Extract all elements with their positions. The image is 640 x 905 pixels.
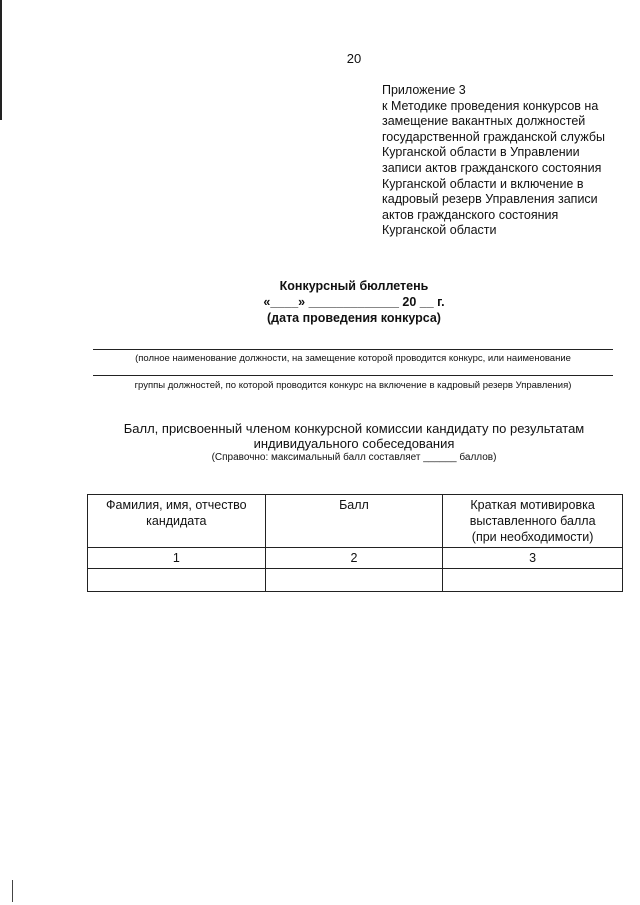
appendix-block bbox=[382, 83, 622, 239]
position-group-rule bbox=[93, 375, 613, 376]
document-title: Конкурсный бюллетень bbox=[279, 279, 429, 293]
score-heading: Балл, присвоенный членом конкурсной комиссии кандидату по результатам bbox=[123, 421, 585, 436]
appendix-line: государственной гражданской службы bbox=[382, 129, 605, 144]
appendix-line: Курганской области в Управлении bbox=[382, 145, 580, 160]
position-caption: группы должностей, по которой проводится конкурс на включение в кадровый резерв Управления) bbox=[134, 380, 572, 391]
appendix-line: Курганской области и включение в bbox=[382, 176, 584, 191]
column-number: 1 bbox=[88, 548, 266, 569]
empty-cell-candidate[interactable] bbox=[88, 569, 266, 592]
header-text: Фамилия, имя, отчество bbox=[106, 498, 247, 512]
score-note: (Справочно: максимальный балл составляет ______ баллов) bbox=[211, 452, 497, 463]
column-number: 3 bbox=[443, 548, 623, 569]
date-line: «____» _____________ 20 __ г. bbox=[263, 295, 445, 309]
header-cell-candidate bbox=[88, 495, 266, 548]
appendix-line: Приложение 3 bbox=[382, 83, 466, 97]
page-number: 20 bbox=[346, 51, 362, 66]
position-caption: (полное наименование должности, на замещение которой проводится конкурс, или наименование bbox=[135, 353, 571, 364]
header-cell-motivation bbox=[443, 495, 623, 548]
table-number-row bbox=[88, 548, 623, 569]
scan-edge-mark bbox=[12, 880, 13, 902]
header-text: кандидата bbox=[146, 514, 207, 528]
header-text: выставленного балла bbox=[469, 514, 596, 528]
appendix-line: Курганской области bbox=[382, 223, 497, 238]
appendix-line: кадровый резерв Управления записи bbox=[382, 192, 598, 207]
header-text: Краткая мотивировка bbox=[470, 498, 595, 512]
appendix-line: замещение вакантных должностей bbox=[382, 114, 586, 129]
appendix-line: записи актов гражданского состояния bbox=[382, 160, 602, 175]
score-heading: индивидуального собеседования bbox=[253, 436, 455, 451]
header-cell-score bbox=[265, 495, 443, 548]
empty-cell-motivation[interactable] bbox=[443, 569, 623, 592]
table-row bbox=[88, 569, 623, 592]
position-name-rule bbox=[93, 349, 613, 350]
appendix-line: к Методике проведения конкурсов на bbox=[382, 98, 599, 113]
date-caption: (дата проведения конкурса) bbox=[267, 311, 441, 325]
empty-cell-score[interactable] bbox=[265, 569, 443, 592]
column-number: 2 bbox=[265, 548, 443, 569]
ballot-table bbox=[87, 494, 623, 592]
appendix-line: актов гражданского состояния bbox=[382, 207, 559, 222]
header-text: Балл bbox=[339, 498, 369, 512]
header-text: (при необходимости) bbox=[471, 530, 594, 544]
table-header-row bbox=[88, 495, 623, 548]
